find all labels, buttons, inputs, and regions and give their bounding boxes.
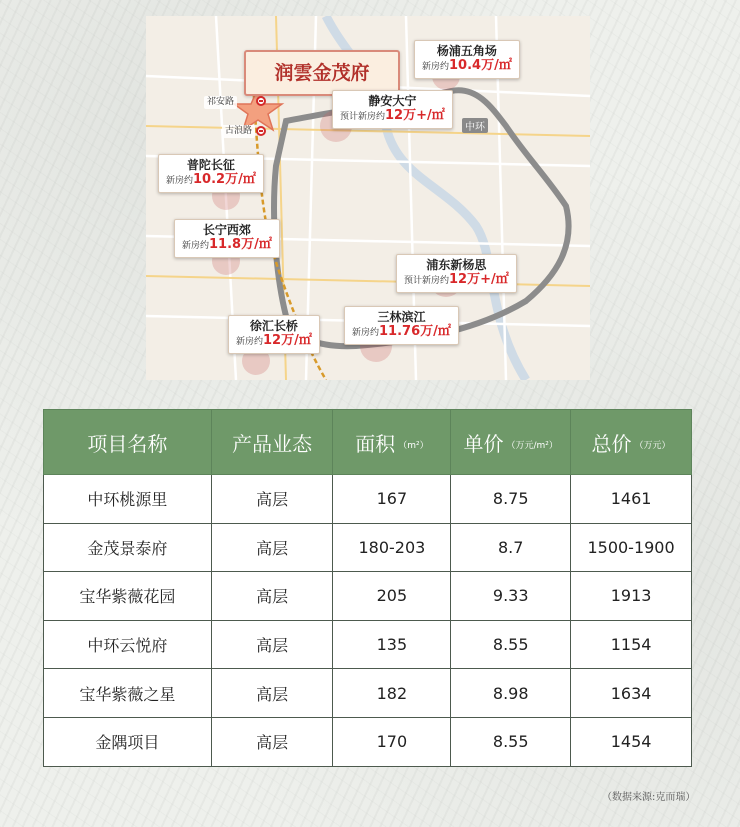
pin-name: 徐汇长桥 — [249, 319, 298, 333]
map-pin — [414, 40, 520, 79]
pin-price: 12万+/㎡ — [385, 108, 445, 123]
pin-prefix: 新房约 — [166, 176, 194, 186]
total-price-cell: 1500-1900 — [571, 523, 692, 572]
column-header: 单价 （万元/m²） — [451, 410, 571, 475]
pin-price: 11.76万/㎡ — [379, 324, 451, 339]
project-name-cell: 中环云悦府 — [44, 620, 212, 669]
pin-prefix: 预计新房约 — [340, 112, 386, 122]
pin-price: 12万/㎡ — [263, 333, 312, 348]
total-price-cell: 1154 — [571, 620, 692, 669]
area-cell: 170 — [333, 717, 451, 766]
type-cell: 高层 — [211, 669, 333, 718]
table-row — [44, 572, 692, 621]
pin-name: 普陀长征 — [186, 158, 235, 172]
total-price-cell: 1454 — [571, 717, 692, 766]
unit-price-cell: 8.98 — [451, 669, 571, 718]
project-name-cell: 金隅项目 — [44, 717, 212, 766]
project-name-cell: 金茂景泰府 — [44, 523, 212, 572]
location-map — [146, 16, 590, 380]
pin-prefix: 新房约 — [352, 328, 380, 338]
pin-prefix: 新房约 — [182, 241, 210, 251]
metro-icon — [256, 96, 266, 106]
map-pin — [332, 90, 453, 129]
total-price-cell: 1913 — [571, 572, 692, 621]
table-row — [44, 669, 692, 718]
area-cell: 167 — [333, 475, 451, 524]
project-name-cell: 中环桃源里 — [44, 475, 212, 524]
map-pin — [228, 315, 320, 354]
type-cell: 高层 — [211, 475, 333, 524]
table-row — [44, 620, 692, 669]
map-pin — [158, 154, 264, 193]
pin-name: 浦东新杨思 — [426, 258, 487, 272]
pin-price: 11.8万/㎡ — [209, 237, 272, 252]
type-cell: 高层 — [211, 572, 333, 621]
table-row — [44, 717, 692, 766]
pin-name: 长宁西郊 — [202, 223, 251, 237]
ring-road-label: 中环 — [462, 118, 488, 133]
pin-name: 杨浦五角场 — [436, 44, 497, 58]
area-cell: 180-203 — [333, 523, 451, 572]
projects-table — [43, 409, 692, 767]
pin-prefix: 新房约 — [236, 337, 264, 347]
project-name-cell: 宝华紫薇之星 — [44, 669, 212, 718]
area-cell: 182 — [333, 669, 451, 718]
table-row — [44, 523, 692, 572]
column-header: 面积 （m²） — [333, 410, 451, 475]
total-price-cell: 1634 — [571, 669, 692, 718]
type-cell: 高层 — [211, 523, 333, 572]
project-name-cell: 宝华紫薇花园 — [44, 572, 212, 621]
station-label: 祁安路 — [204, 96, 237, 109]
pin-price: 10.2万/㎡ — [193, 172, 256, 187]
map-pin — [174, 219, 280, 258]
table-header-row — [44, 410, 692, 475]
pin-prefix: 新房约 — [422, 62, 450, 72]
type-cell: 高层 — [211, 620, 333, 669]
area-cell: 135 — [333, 620, 451, 669]
unit-price-cell: 8.55 — [451, 717, 571, 766]
map-pin — [344, 306, 459, 345]
pin-price: 12万+/㎡ — [449, 272, 509, 287]
column-header: 产品业态 — [211, 410, 333, 475]
total-price-cell: 1461 — [571, 475, 692, 524]
unit-price-cell: 8.55 — [451, 620, 571, 669]
column-header: 总价 （万元） — [571, 410, 692, 475]
unit-price-cell: 8.75 — [451, 475, 571, 524]
data-source-note: （数据来源:克而瑞） — [602, 792, 696, 803]
type-cell: 高层 — [211, 717, 333, 766]
unit-price-cell: 9.33 — [451, 572, 571, 621]
pin-name: 静安大宁 — [368, 94, 417, 108]
column-header: 项目名称 — [44, 410, 212, 475]
table-row — [44, 475, 692, 524]
project-title-tag: 润雲金茂府 — [244, 50, 400, 96]
area-cell: 205 — [333, 572, 451, 621]
pin-price: 10.4万/㎡ — [449, 58, 512, 73]
unit-price-cell: 8.7 — [451, 523, 571, 572]
map-pin — [396, 254, 517, 293]
pin-prefix: 预计新房约 — [404, 276, 450, 286]
metro-icon — [256, 126, 266, 136]
station-label: 古浪路 — [222, 125, 255, 138]
pin-name: 三林滨江 — [377, 310, 426, 324]
